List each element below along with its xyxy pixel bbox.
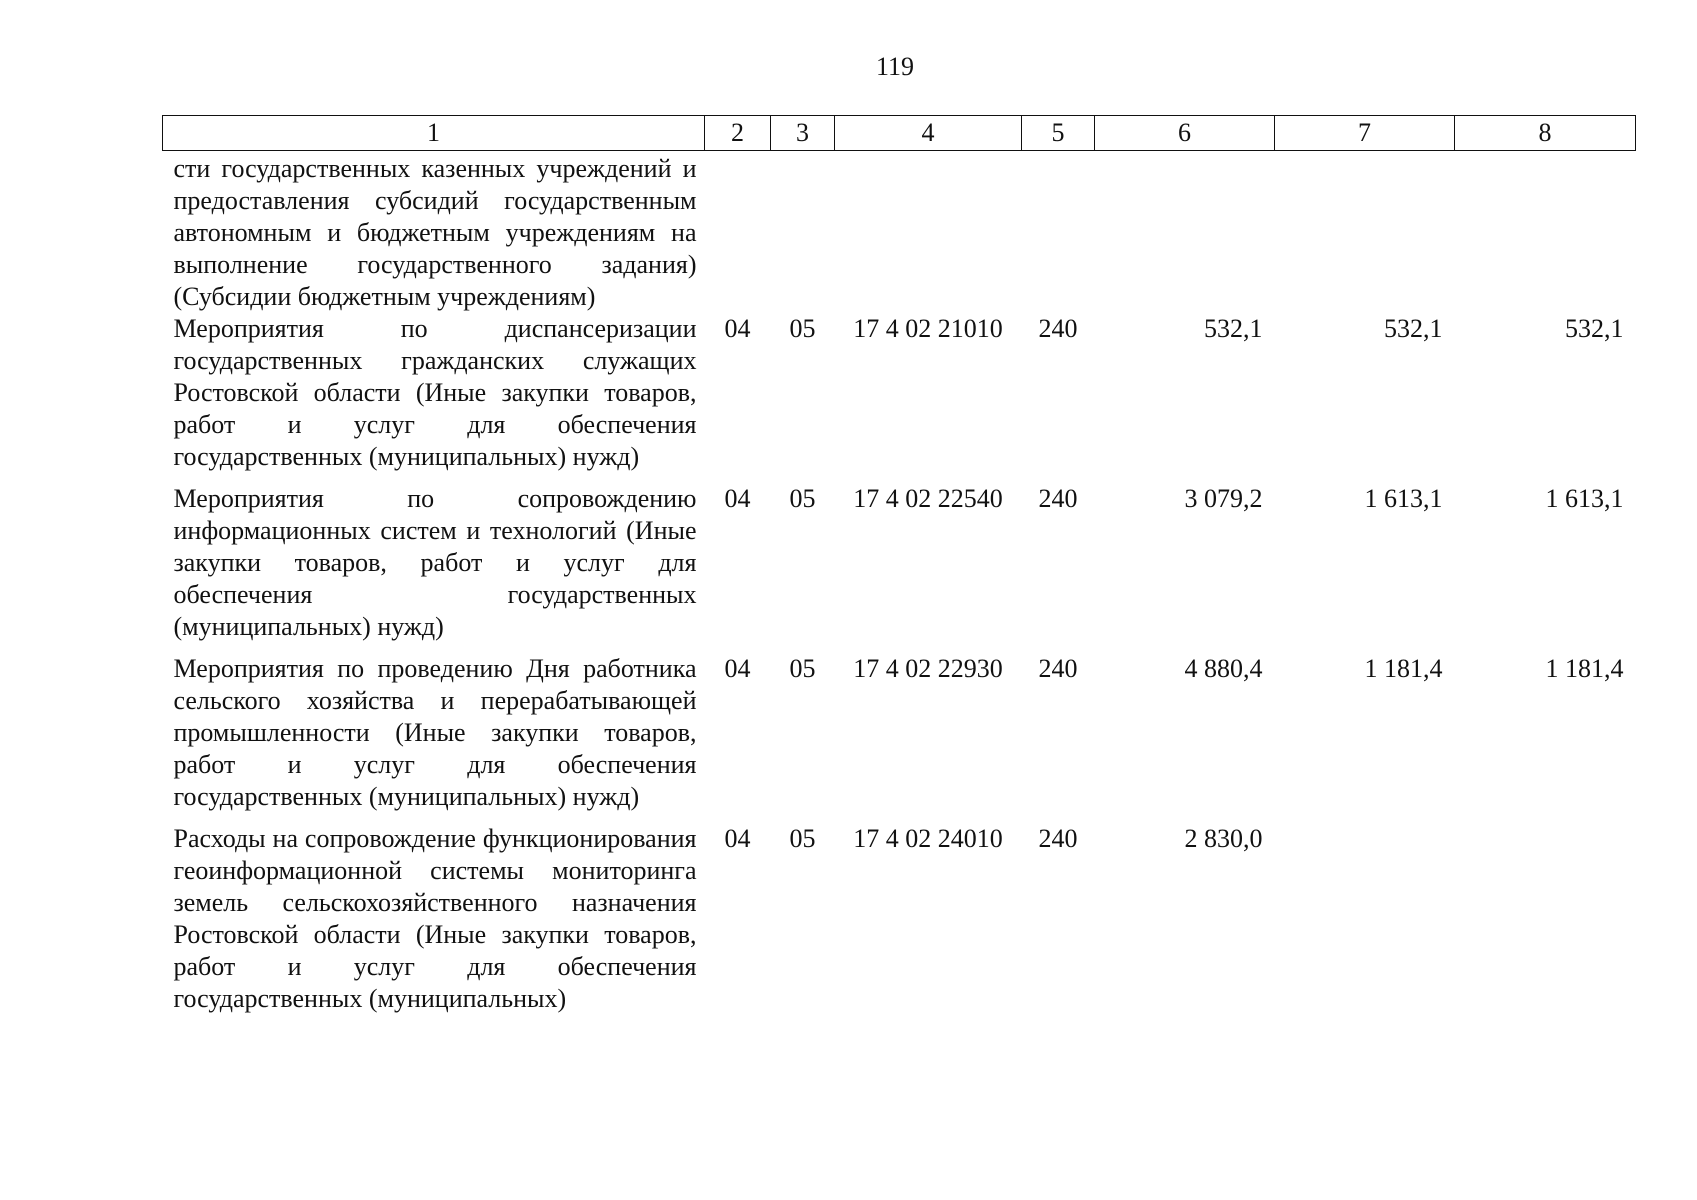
row-section: 04 [724, 824, 751, 853]
header-col-1: 1 [163, 116, 705, 151]
row-target-article: 17 4 02 21010 [853, 314, 1003, 343]
table-body [163, 151, 1636, 1016]
table-row [163, 151, 1636, 314]
row-amount-6: 4 880,4 [1184, 654, 1263, 683]
header-col-5: 5 [1022, 116, 1095, 151]
page-number: 119 [875, 52, 915, 81]
row-section [705, 151, 771, 314]
table-row [163, 643, 1636, 813]
row-amount-8: 1 613,1 [1545, 484, 1624, 513]
row-target-article: 17 4 02 24010 [853, 824, 1003, 853]
row-amount-8 [1455, 813, 1636, 1015]
header-col-6: 6 [1095, 116, 1275, 151]
row-subsection [771, 151, 835, 314]
row-subsection: 05 [789, 654, 816, 683]
row-amount-6: 2 830,0 [1184, 824, 1263, 853]
row-target-article [835, 151, 1022, 314]
row-target-article: 17 4 02 22540 [853, 484, 1003, 513]
row-name: Расходы на сопровождение функционирования геоинформационной системы мониторинга земель сельскохозяйственного назначения Ростовской области (Иные закупки товаров, работ и услуг для обеспечения государственных (муниципальных) [173, 824, 697, 1013]
table-row [163, 473, 1636, 643]
row-expense-type: 240 [1038, 654, 1078, 683]
row-section: 04 [724, 654, 751, 683]
header-col-8: 8 [1455, 116, 1636, 151]
row-amount-7 [1275, 813, 1455, 1015]
row-expense-type: 240 [1038, 314, 1078, 343]
row-amount-7: 532,1 [1384, 314, 1443, 343]
row-target-article: 17 4 02 22930 [853, 654, 1003, 683]
row-amount-8 [1455, 151, 1636, 314]
row-expense-type [1022, 151, 1095, 314]
row-subsection: 05 [789, 484, 816, 513]
row-expense-type: 240 [1038, 824, 1078, 853]
row-name: Мероприятия по диспансеризации государственных гражданских служащих Ростовской области (Иные закупки товаров, работ и услуг для обеспечения государственных (муниципальных) нужд) [173, 314, 697, 471]
header-col-3: 3 [771, 116, 835, 151]
header-col-7: 7 [1275, 116, 1455, 151]
row-section: 04 [724, 314, 751, 343]
header-row [163, 116, 1636, 151]
row-amount-6 [1095, 151, 1275, 314]
row-name: Мероприятия по проведению Дня работника сельского хозяйства и перерабатывающей промышленности (Иные закупки товаров, работ и услуг для обеспечения государственных (муниципальных) нужд) [173, 654, 697, 811]
row-amount-8: 1 181,4 [1545, 654, 1624, 683]
row-amount-7: 1 613,1 [1364, 484, 1443, 513]
table-header [163, 116, 1636, 151]
row-expense-type: 240 [1038, 484, 1078, 513]
table-row [163, 813, 1636, 1015]
table-row [163, 313, 1636, 473]
row-amount-7: 1 181,4 [1364, 654, 1443, 683]
header-col-4: 4 [835, 116, 1022, 151]
header-col-2: 2 [705, 116, 771, 151]
row-amount-7 [1275, 151, 1455, 314]
row-amount-8: 532,1 [1565, 314, 1624, 343]
row-amount-6: 532,1 [1204, 314, 1263, 343]
row-subsection: 05 [789, 824, 816, 853]
row-name: Мероприятия по сопровождению информационных систем и технологий (Иные закупки товаров, работ и услуг для обеспечения государственных (муниципальных) нужд) [173, 484, 697, 641]
row-name: сти государственных казенных учреждений и предоставления субсидий государственным автономным и бюджетным учреждениям на выполнение государственного задания) (Субсидии бюджетным учреждениям) [173, 154, 697, 311]
row-amount-6: 3 079,2 [1184, 484, 1263, 513]
budget-table [162, 115, 1636, 1015]
row-subsection: 05 [789, 314, 816, 343]
row-section: 04 [724, 484, 751, 513]
